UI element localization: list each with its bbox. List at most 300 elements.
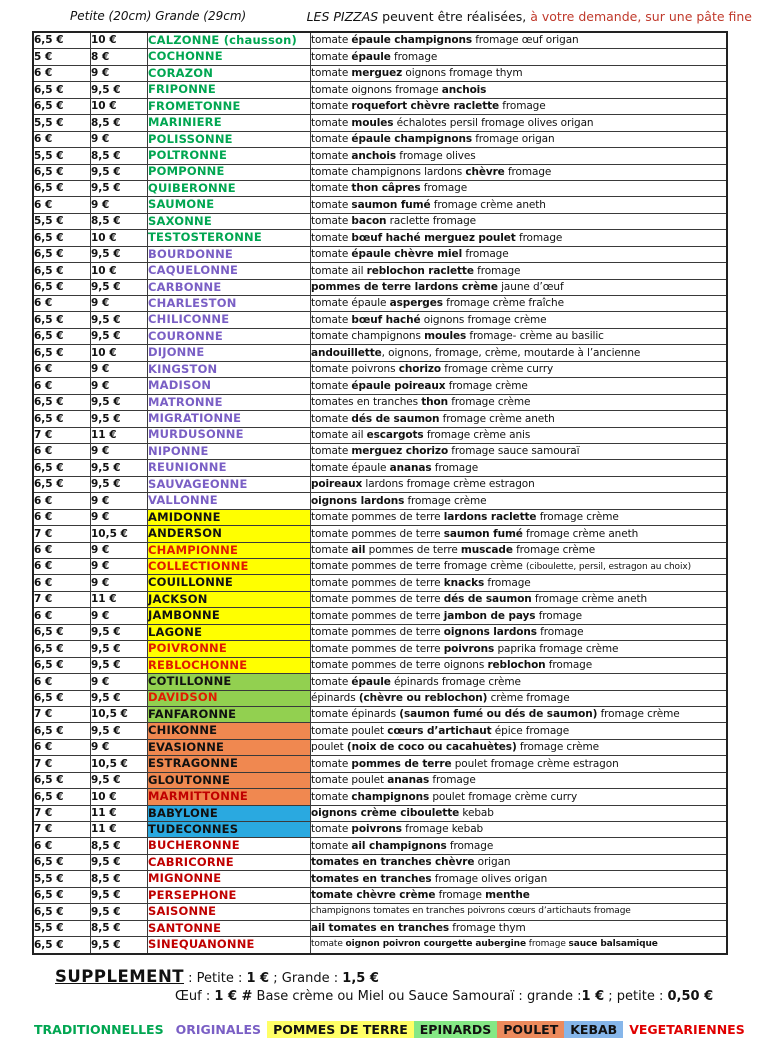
table-row — [33, 263, 727, 279]
table-row — [33, 180, 727, 196]
price-petite: 6 € — [33, 493, 91, 509]
pizza-name: BOURDONNE — [148, 246, 311, 262]
price-grande: 9 € — [91, 674, 148, 690]
price-grande: 9,5 € — [91, 328, 148, 344]
pizza-ingredients: tomate épaule épinards fromage crème — [311, 674, 728, 690]
pizza-name: VALLONNE — [148, 493, 311, 509]
table-row — [33, 98, 727, 114]
price-grande: 9,5 € — [91, 394, 148, 410]
price-petite: 6,5 € — [33, 789, 91, 805]
pizza-name: POMPONNE — [148, 164, 311, 180]
pizza-name: COCHONNE — [148, 49, 311, 65]
price-grande: 9,5 € — [91, 854, 148, 870]
pizza-ingredients: tomate pommes de terre lardons raclette fromage crème — [311, 509, 728, 525]
price-grande: 8,5 € — [91, 213, 148, 229]
price-grande: 9,5 € — [91, 82, 148, 98]
table-row — [33, 591, 727, 607]
price-petite: 6,5 € — [33, 854, 91, 870]
price-petite: 6,5 € — [33, 723, 91, 739]
pizza-ingredients: épinards (chèvre ou reblochon) crème fromage — [311, 690, 728, 706]
price-petite: 6 € — [33, 296, 91, 312]
table-row — [33, 854, 727, 870]
table-row — [33, 526, 727, 542]
price-petite: 6,5 € — [33, 263, 91, 279]
price-grande: 9 € — [91, 608, 148, 624]
price-petite: 5,5 € — [33, 115, 91, 131]
price-grande: 9,5 € — [91, 460, 148, 476]
pizza-ingredients: tomate pommes de terre oignons reblochon fromage — [311, 657, 728, 673]
price-petite: 6,5 € — [33, 411, 91, 427]
pizza-ingredients: tomate pommes de terre jambon de pays fromage — [311, 608, 728, 624]
pizza-name: CHIKONNE — [148, 723, 311, 739]
table-row — [33, 674, 727, 690]
pizza-name: POLTRONNE — [148, 148, 311, 164]
price-petite: 7 € — [33, 756, 91, 772]
price-grande: 11 € — [91, 427, 148, 443]
table-row — [33, 723, 727, 739]
pizza-ingredients: tomate dés de saumon fromage crème aneth — [311, 411, 728, 427]
supplement-line1 — [55, 965, 758, 989]
pizza-name: KINGSTON — [148, 361, 311, 377]
pizza-name: FRIPONNE — [148, 82, 311, 98]
pizza-ingredients: tomate épinards (saumon fumé ou dés de saumon) fromage crème — [311, 706, 728, 722]
pizza-ingredients: tomate saumon fumé fromage crème aneth — [311, 197, 728, 213]
price-grande: 10 € — [91, 789, 148, 805]
table-row — [33, 427, 727, 443]
pizza-name: MATRONNE — [148, 394, 311, 410]
pizza-ingredients: tomate bœuf haché oignons fromage crème — [311, 312, 728, 328]
price-grande: 8 € — [91, 49, 148, 65]
price-grande: 9,5 € — [91, 641, 148, 657]
price-petite: 6,5 € — [33, 230, 91, 246]
pizza-name: SAUVAGEONNE — [148, 476, 311, 492]
price-petite: 7 € — [33, 706, 91, 722]
price-grande: 9 € — [91, 296, 148, 312]
price-grande: 9 € — [91, 559, 148, 575]
price-petite: 5,5 € — [33, 871, 91, 887]
table-row — [33, 394, 727, 410]
pizza-ingredients: tomates en tranches chèvre origan — [311, 854, 728, 870]
pizza-ingredients: tomate thon câpres fromage — [311, 180, 728, 196]
table-row — [33, 887, 727, 903]
price-grande: 9 € — [91, 443, 148, 459]
pizza-ingredients: tomate pommes de terre poivrons paprika fromage crème — [311, 641, 728, 657]
pizza-name: NIPONNE — [148, 443, 311, 459]
price-petite: 7 € — [33, 805, 91, 821]
pizza-ingredients: tomate champignons lardons chèvre fromage — [311, 164, 728, 180]
table-row — [33, 328, 727, 344]
legend-item: EPINARDS — [414, 1021, 498, 1038]
pizza-ingredients: tomate merguez oignons fromage thym — [311, 65, 728, 81]
pizza-ingredients: tomate épaule chèvre miel fromage — [311, 246, 728, 262]
pizza-ingredients: champignons tomates en tranches poivrons cœurs d’artichauts fromage — [311, 904, 728, 920]
pizza-ingredients: tomate oignons fromage anchois — [311, 82, 728, 98]
price-petite: 5,5 € — [33, 148, 91, 164]
legend-item: POMMES DE TERRE — [267, 1021, 414, 1038]
table-row — [33, 476, 727, 492]
table-row — [33, 838, 727, 854]
supplement-line1-text: : Petite : 1 € ; Grande : 1,5 € — [184, 970, 379, 986]
price-grande: 10 € — [91, 32, 148, 49]
table-row — [33, 115, 727, 131]
price-petite: 6,5 € — [33, 394, 91, 410]
price-grande: 10 € — [91, 230, 148, 246]
price-grande: 9,5 € — [91, 246, 148, 262]
price-grande: 9,5 € — [91, 690, 148, 706]
price-petite: 6 € — [33, 575, 91, 591]
price-petite: 6 € — [33, 739, 91, 755]
supplement-title: SUPPLEMENT — [55, 966, 185, 986]
pizza-name: DAVIDSON — [148, 690, 311, 706]
price-grande: 8,5 € — [91, 148, 148, 164]
pizza-name: TUDECONNES — [148, 822, 311, 838]
table-row — [33, 739, 727, 755]
pizza-name: REBLOCHONNE — [148, 657, 311, 673]
price-petite: 6,5 € — [33, 887, 91, 903]
pizza-ingredients: tomate épaule champignons fromage œuf origan — [311, 32, 728, 49]
table-row — [33, 493, 727, 509]
pizza-ingredients: poulet (noix de coco ou cacahuètes) fromage crème — [311, 739, 728, 755]
table-row — [33, 822, 727, 838]
table-row — [33, 312, 727, 328]
pizza-ingredients: tomate pommes de terre poulet fromage crème estragon — [311, 756, 728, 772]
price-petite: 6 € — [33, 838, 91, 854]
price-grande: 8,5 € — [91, 838, 148, 854]
table-row — [33, 772, 727, 788]
price-grande: 9 € — [91, 542, 148, 558]
pizza-menu-table — [32, 31, 728, 955]
price-grande: 9,5 € — [91, 411, 148, 427]
table-row — [33, 608, 727, 624]
pizza-name: QUIBERONNE — [148, 180, 311, 196]
pizza-ingredients: tomate ail reblochon raclette fromage — [311, 263, 728, 279]
pizza-name: COLLECTIONNE — [148, 559, 311, 575]
pizza-ingredients: tomate pommes de terre fromage crème (ciboulette, persil, estragon au choix) — [311, 559, 728, 575]
menu-table-body — [33, 32, 727, 954]
price-petite: 6,5 € — [33, 279, 91, 295]
pizza-name: FANFARONNE — [148, 706, 311, 722]
legend-item: POULET — [497, 1021, 564, 1038]
table-row — [33, 197, 727, 213]
supplement-section — [55, 965, 758, 1008]
price-petite: 6,5 € — [33, 312, 91, 328]
table-row — [33, 246, 727, 262]
table-row — [33, 230, 727, 246]
price-grande: 11 € — [91, 591, 148, 607]
price-petite: 7 € — [33, 822, 91, 838]
pizza-name: PERSEPHONE — [148, 887, 311, 903]
pizza-ingredients: ail tomates en tranches fromage thym — [311, 920, 728, 936]
table-row — [33, 164, 727, 180]
price-grande: 9 € — [91, 493, 148, 509]
legend-item: KEBAB — [564, 1021, 623, 1038]
price-petite: 6 € — [33, 443, 91, 459]
table-row — [33, 575, 727, 591]
pizza-ingredients: tomate chèvre crème fromage menthe — [311, 887, 728, 903]
pizza-name: SAXONNE — [148, 213, 311, 229]
pizza-name: COURONNE — [148, 328, 311, 344]
pizza-name: SAUMONE — [148, 197, 311, 213]
table-row — [33, 361, 727, 377]
pizza-ingredients: tomate anchois fromage olives — [311, 148, 728, 164]
pizza-ingredients: tomate épaule ananas fromage — [311, 460, 728, 476]
pizza-name: AMIDONNE — [148, 509, 311, 525]
pizza-ingredients: tomates en tranches fromage olives origan — [311, 871, 728, 887]
price-grande: 9,5 € — [91, 723, 148, 739]
price-grande: 9,5 € — [91, 772, 148, 788]
pizza-name: CHILICONNE — [148, 312, 311, 328]
table-row — [33, 937, 727, 954]
price-grande: 9 € — [91, 131, 148, 147]
pizza-note — [307, 9, 752, 24]
price-petite: 6,5 € — [33, 328, 91, 344]
price-grande: 9,5 € — [91, 887, 148, 903]
table-row — [33, 213, 727, 229]
price-petite: 6 € — [33, 65, 91, 81]
pizza-ingredients: andouillette, oignons, fromage, crème, moutarde à l’ancienne — [311, 345, 728, 361]
price-petite: 6 € — [33, 131, 91, 147]
pizza-name: CALZONNE (chausson) — [148, 32, 311, 49]
pizza-ingredients: tomate poulet cœurs d’artichaut épice fromage — [311, 723, 728, 739]
pizza-ingredients: tomate bacon raclette fromage — [311, 213, 728, 229]
price-grande: 9 € — [91, 197, 148, 213]
price-grande: 8,5 € — [91, 871, 148, 887]
price-grande: 9,5 € — [91, 312, 148, 328]
price-petite: 6,5 € — [33, 690, 91, 706]
table-row — [33, 32, 727, 49]
table-row — [33, 641, 727, 657]
price-grande: 10,5 € — [91, 756, 148, 772]
pizza-name: MARMITTONNE — [148, 789, 311, 805]
pizza-name: TESTOSTERONNE — [148, 230, 311, 246]
legend-item: ORIGINALES — [175, 1022, 262, 1038]
pizza-name: ESTRAGONNE — [148, 756, 311, 772]
pizza-name: GLOUTONNE — [148, 772, 311, 788]
pizza-ingredients: pommes de terre lardons crème jaune d’œuf — [311, 279, 728, 295]
price-petite: 6,5 € — [33, 641, 91, 657]
price-grande: 10 € — [91, 345, 148, 361]
price-petite: 6 € — [33, 361, 91, 377]
pizza-ingredients: tomate épaule fromage — [311, 49, 728, 65]
price-petite: 6,5 € — [33, 82, 91, 98]
price-petite: 6,5 € — [33, 345, 91, 361]
pizza-note-red: à votre demande, sur une pâte fine — [530, 9, 752, 24]
price-grande: 9,5 € — [91, 180, 148, 196]
page-header — [0, 0, 758, 24]
price-grande: 9 € — [91, 575, 148, 591]
price-grande: 9,5 € — [91, 279, 148, 295]
pizza-ingredients: tomate épaule asperges fromage crème fraîche — [311, 296, 728, 312]
price-petite: 5,5 € — [33, 920, 91, 936]
table-row — [33, 756, 727, 772]
pizza-name: LAGONE — [148, 624, 311, 640]
table-row — [33, 904, 727, 920]
pizza-ingredients: tomate épaule champignons fromage origan — [311, 131, 728, 147]
price-grande: 9 € — [91, 65, 148, 81]
price-petite: 7 € — [33, 526, 91, 542]
table-row — [33, 82, 727, 98]
pizza-name: SAISONNE — [148, 904, 311, 920]
pizza-name: CHARLESTON — [148, 296, 311, 312]
pizza-ingredients: tomates en tranches thon fromage crème — [311, 394, 728, 410]
price-petite: 6 € — [33, 509, 91, 525]
price-grande: 10,5 € — [91, 526, 148, 542]
pizza-name: CORAZON — [148, 65, 311, 81]
price-petite: 6 € — [33, 674, 91, 690]
price-grande: 10 € — [91, 263, 148, 279]
table-row — [33, 706, 727, 722]
pizza-name: MIGRATIONNE — [148, 411, 311, 427]
pizza-ingredients: tomate ail champignons fromage — [311, 838, 728, 854]
price-grande: 8,5 € — [91, 920, 148, 936]
table-row — [33, 657, 727, 673]
table-row — [33, 296, 727, 312]
pizza-name: DIJONNE — [148, 345, 311, 361]
table-row — [33, 871, 727, 887]
price-petite: 6,5 € — [33, 624, 91, 640]
pizza-ingredients: tomate champignons moules fromage- crème au basilic — [311, 328, 728, 344]
pizza-name: BABYLONE — [148, 805, 311, 821]
table-row — [33, 805, 727, 821]
price-petite: 6 € — [33, 559, 91, 575]
legend-item: VEGETARIENNES — [629, 1022, 745, 1038]
legend-item: TRADITIONNELLES — [34, 1022, 164, 1038]
price-grande: 8,5 € — [91, 115, 148, 131]
price-grande: 9,5 € — [91, 624, 148, 640]
pizza-name: POLISSONNE — [148, 131, 311, 147]
price-petite: 6,5 € — [33, 180, 91, 196]
pizza-name: MARINIERE — [148, 115, 311, 131]
pizza-ingredients: tomate moules échalotes persil fromage olives origan — [311, 115, 728, 131]
pizza-ingredients: tomate poulet ananas fromage — [311, 772, 728, 788]
price-grande: 11 € — [91, 822, 148, 838]
price-petite: 6,5 € — [33, 460, 91, 476]
pizza-ingredients: poireaux lardons fromage crème estragon — [311, 476, 728, 492]
table-row — [33, 65, 727, 81]
pizza-name: CHAMPIONNE — [148, 542, 311, 558]
price-petite: 6 € — [33, 197, 91, 213]
price-grande: 9 € — [91, 361, 148, 377]
table-row — [33, 148, 727, 164]
pizza-name: BUCHERONNE — [148, 838, 311, 854]
price-petite: 6 € — [33, 542, 91, 558]
price-petite: 6,5 € — [33, 246, 91, 262]
table-row — [33, 920, 727, 936]
pizza-ingredients: tomate ail escargots fromage crème anis — [311, 427, 728, 443]
pizza-ingredients: tomate ail pommes de terre muscade fromage crème — [311, 542, 728, 558]
table-row — [33, 559, 727, 575]
price-petite: 6,5 € — [33, 657, 91, 673]
price-petite: 6,5 € — [33, 476, 91, 492]
pizza-name: SANTONNE — [148, 920, 311, 936]
table-row — [33, 345, 727, 361]
pizza-name: COTILLONNE — [148, 674, 311, 690]
price-grande: 10 € — [91, 98, 148, 114]
table-row — [33, 411, 727, 427]
pizza-name: ANDERSON — [148, 526, 311, 542]
pizza-name: COUILLONNE — [148, 575, 311, 591]
price-petite: 6,5 € — [33, 32, 91, 49]
price-petite: 6,5 € — [33, 164, 91, 180]
table-row — [33, 49, 727, 65]
pizza-name: MURDUSONNE — [148, 427, 311, 443]
table-row — [33, 443, 727, 459]
price-petite: 7 € — [33, 591, 91, 607]
size-note: Petite (20cm) Grande (29cm) — [70, 9, 247, 23]
pizza-ingredients: oignons lardons fromage crème — [311, 493, 728, 509]
pizza-name: FROMETONNE — [148, 98, 311, 114]
price-petite: 5 € — [33, 49, 91, 65]
pizza-name: EVASIONNE — [148, 739, 311, 755]
pizza-ingredients: oignons crème ciboulette kebab — [311, 805, 728, 821]
pizza-note-title: LES PIZZAS — [306, 9, 379, 24]
price-petite: 6 € — [33, 378, 91, 394]
pizza-note-black: peuvent être réalisées, — [378, 9, 531, 24]
price-grande: 9 € — [91, 378, 148, 394]
pizza-name: MIGNONNE — [148, 871, 311, 887]
table-row — [33, 378, 727, 394]
pizza-name: POIVRONNE — [148, 641, 311, 657]
price-grande: 11 € — [91, 805, 148, 821]
price-grande: 9,5 € — [91, 937, 148, 954]
price-petite: 6,5 € — [33, 904, 91, 920]
price-petite: 6 € — [33, 608, 91, 624]
price-grande: 9,5 € — [91, 657, 148, 673]
table-row — [33, 509, 727, 525]
price-petite: 5,5 € — [33, 213, 91, 229]
price-petite: 6,5 € — [33, 772, 91, 788]
table-row — [33, 542, 727, 558]
price-grande: 9 € — [91, 509, 148, 525]
pizza-name: CABRICORNE — [148, 854, 311, 870]
price-petite: 6,5 € — [33, 937, 91, 954]
pizza-name: CARBONNE — [148, 279, 311, 295]
pizza-ingredients: tomate roquefort chèvre raclette fromage — [311, 98, 728, 114]
pizza-ingredients: tomate pommes de terre oignons lardons fromage — [311, 624, 728, 640]
table-row — [33, 460, 727, 476]
table-row — [33, 690, 727, 706]
pizza-ingredients: tomate pommes de terre saumon fumé fromage crème aneth — [311, 526, 728, 542]
pizza-ingredients: tomate merguez chorizo fromage sauce samouraï — [311, 443, 728, 459]
pizza-ingredients: tomate bœuf haché merguez poulet fromage — [311, 230, 728, 246]
pizza-name: SINEQUANONNE — [148, 937, 311, 954]
pizza-ingredients: tomate pommes de terre dés de saumon fromage crème aneth — [311, 591, 728, 607]
table-row — [33, 789, 727, 805]
pizza-ingredients: tomate champignons poulet fromage crème curry — [311, 789, 728, 805]
price-petite: 6,5 € — [33, 98, 91, 114]
pizza-name: REUNIONNE — [148, 460, 311, 476]
table-row — [33, 279, 727, 295]
pizza-name: CAQUELONNE — [148, 263, 311, 279]
pizza-ingredients: tomate poivrons chorizo fromage crème curry — [311, 361, 728, 377]
price-grande: 9,5 € — [91, 164, 148, 180]
pizza-ingredients: tomate pommes de terre knacks fromage — [311, 575, 728, 591]
pizza-ingredients: tomate poivrons fromage kebab — [311, 822, 728, 838]
supplement-line2: Œuf : 1 € # Base crème ou Miel ou Sauce Samouraï : grande :1 € ; petite : 0,50 € — [175, 989, 714, 1005]
pizza-name: MADISON — [148, 378, 311, 394]
price-grande: 9,5 € — [91, 476, 148, 492]
price-grande: 9,5 € — [91, 904, 148, 920]
table-row — [33, 624, 727, 640]
price-grande: 10,5 € — [91, 706, 148, 722]
pizza-ingredients: tomate oignon poivron courgette aubergine fromage sauce balsamique — [311, 937, 728, 954]
pizza-name: JAMBONNE — [148, 608, 311, 624]
pizza-ingredients: tomate épaule poireaux fromage crème — [311, 378, 728, 394]
price-grande: 9 € — [91, 739, 148, 755]
price-petite: 7 € — [33, 427, 91, 443]
table-row — [33, 131, 727, 147]
pizza-name: JACKSON — [148, 591, 311, 607]
